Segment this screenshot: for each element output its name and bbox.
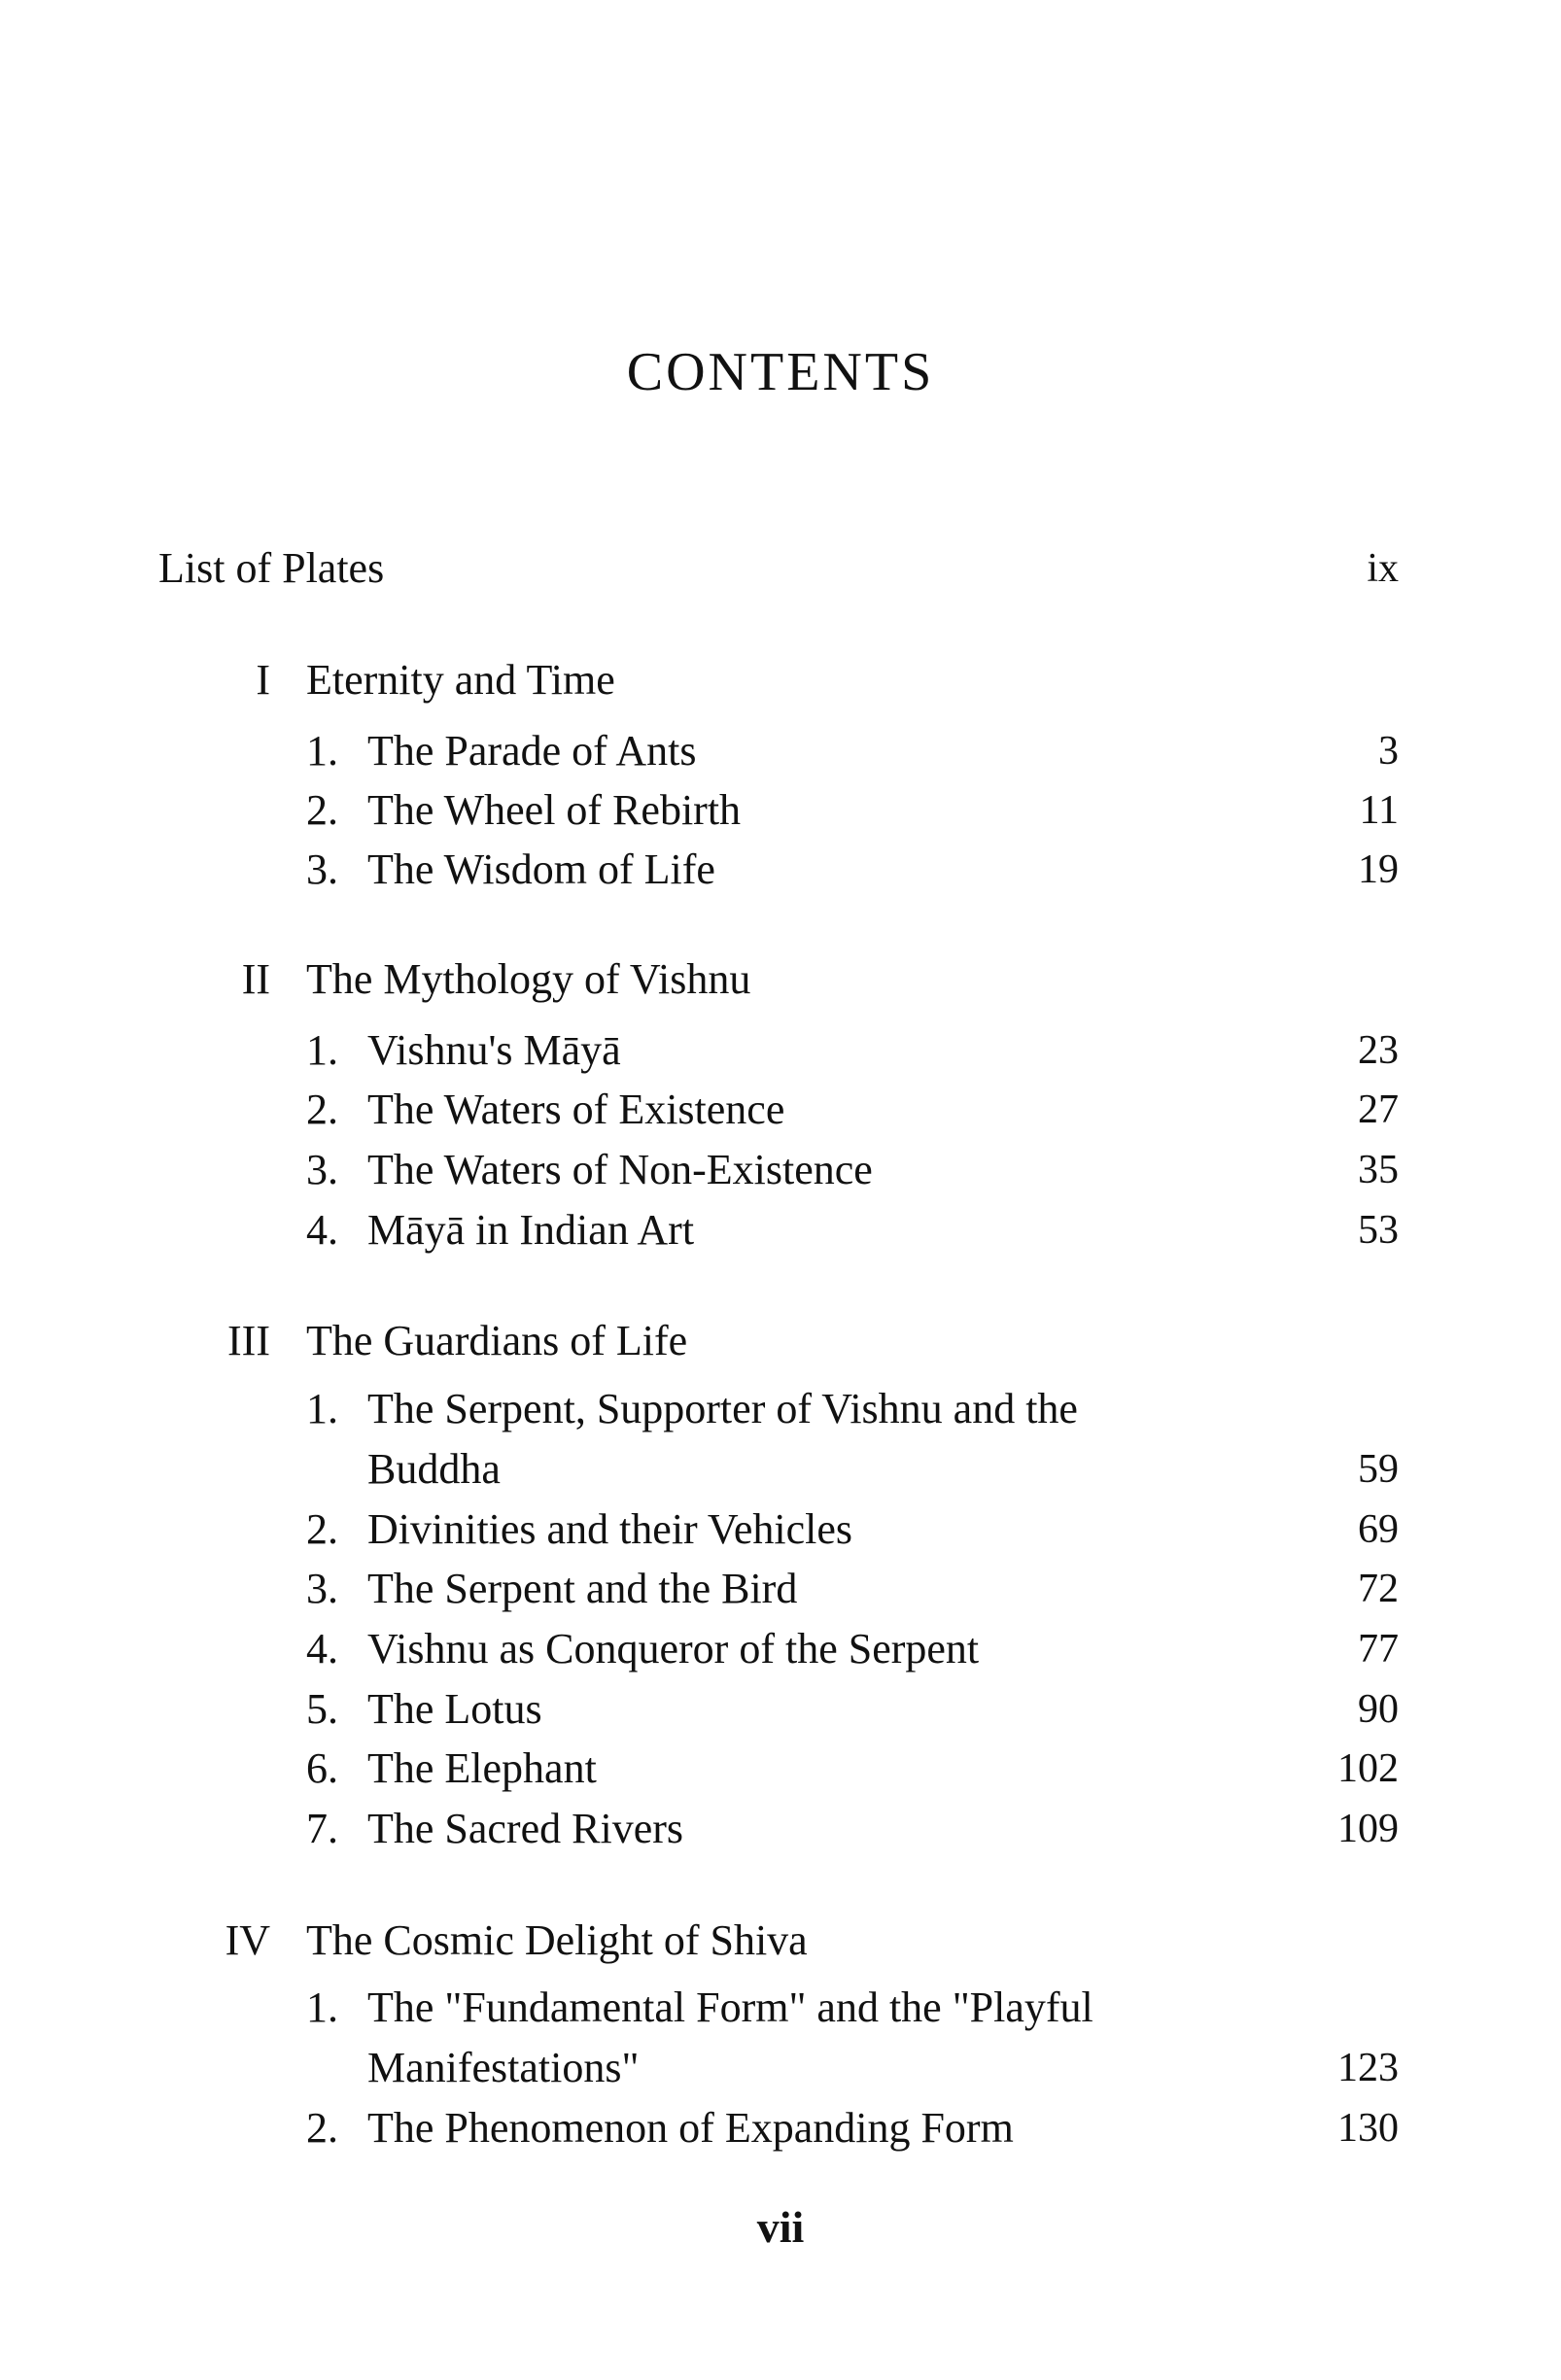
section-number: 5.	[306, 1685, 338, 1733]
section-entry[interactable]	[0, 2099, 1561, 2157]
section-entry[interactable]	[0, 1620, 1561, 1678]
chapter-heading	[0, 1312, 1561, 1370]
section-page-number: 90	[1358, 1687, 1399, 1732]
section-page-number: 59	[1358, 1447, 1399, 1492]
section-page-number: 77	[1358, 1627, 1399, 1672]
section-number: 3.	[306, 845, 338, 893]
section-entry[interactable]	[0, 1680, 1561, 1739]
section-entry[interactable]	[0, 1740, 1561, 1798]
section-number: 2.	[306, 1505, 338, 1553]
section-number: 4.	[306, 1206, 338, 1254]
section-page-number: 130	[1337, 2106, 1399, 2151]
section-number: 3.	[306, 1146, 338, 1193]
chapter-number: III	[227, 1317, 270, 1364]
section-entry[interactable]	[0, 722, 1561, 780]
section-entry[interactable]	[0, 841, 1561, 899]
section-entry-continuation[interactable]	[0, 2039, 1561, 2097]
section-number: 1.	[306, 1026, 338, 1074]
chapter-heading	[0, 651, 1561, 709]
section-number: 6.	[306, 1744, 338, 1792]
chapter-heading	[0, 1912, 1561, 1970]
chapter-number: II	[241, 955, 270, 1003]
page-folio: vii	[756, 2202, 805, 2252]
section-entry[interactable]	[0, 1201, 1561, 1259]
section-title: The Waters of Existence	[367, 1086, 785, 1133]
chapter-title: The Guardians of Life	[306, 1317, 688, 1364]
section-page-number: 72	[1358, 1567, 1399, 1611]
section-title: The Lotus	[367, 1685, 542, 1733]
section-title-continuation: Buddha	[367, 1445, 501, 1493]
entry-title: List of Plates	[158, 544, 385, 592]
section-entry[interactable]	[0, 1081, 1561, 1139]
section-entry[interactable]	[0, 1500, 1561, 1559]
section-page-number: 11	[1359, 788, 1399, 833]
section-title: The Wisdom of Life	[367, 845, 715, 893]
section-title: The "Fundamental Form" and the "Playful	[367, 1983, 1093, 2031]
section-page-number: 53	[1358, 1208, 1399, 1253]
section-number: 3.	[306, 1565, 338, 1612]
section-page-number: 19	[1358, 847, 1399, 892]
section-title: The Waters of Non-Existence	[367, 1146, 873, 1193]
entry-page-number: ix	[1367, 546, 1399, 591]
section-entry-continuation[interactable]	[0, 1440, 1561, 1499]
section-title: Divinities and their Vehicles	[367, 1505, 852, 1553]
section-entry[interactable]	[0, 1560, 1561, 1618]
chapter-title: Eternity and Time	[306, 656, 615, 704]
section-number: 2.	[306, 1086, 338, 1133]
chapter-title: The Cosmic Delight of Shiva	[306, 1916, 808, 1964]
section-page-number: 23	[1358, 1028, 1399, 1073]
section-number: 1.	[306, 727, 338, 775]
section-page-number: 27	[1358, 1087, 1399, 1132]
chapter-number: I	[256, 656, 270, 704]
section-number: 1.	[306, 1385, 338, 1432]
page-title: CONTENTS	[626, 342, 935, 402]
section-title: The Phenomenon of Expanding Form	[367, 2104, 1014, 2152]
section-title: The Serpent, Supporter of Vishnu and the	[367, 1385, 1078, 1432]
section-entry[interactable]	[0, 1800, 1561, 1858]
section-number: 4.	[306, 1625, 338, 1673]
section-entry[interactable]	[0, 1141, 1561, 1199]
section-title: Vishnu's Māyā	[367, 1026, 621, 1074]
section-page-number: 35	[1358, 1148, 1399, 1192]
section-title: The Elephant	[367, 1744, 597, 1792]
section-number: 2.	[306, 786, 338, 834]
chapter-number: IV	[225, 1916, 270, 1964]
chapter-title: The Mythology of Vishnu	[306, 955, 751, 1003]
section-title: The Wheel of Rebirth	[367, 786, 742, 834]
section-number: 2.	[306, 2104, 338, 2152]
section-number: 1.	[306, 1983, 338, 2031]
chapter-heading	[0, 950, 1561, 1009]
section-page-number: 69	[1358, 1507, 1399, 1552]
section-page-number: 123	[1337, 2046, 1399, 2090]
section-title: The Serpent and the Bird	[367, 1565, 798, 1612]
section-page-number: 3	[1378, 729, 1399, 774]
section-entry[interactable]	[0, 1380, 1561, 1438]
section-page-number: 102	[1337, 1746, 1399, 1791]
list-of-plates-entry[interactable]	[0, 539, 1561, 598]
section-title: The Parade of Ants	[367, 727, 697, 775]
section-page-number: 109	[1337, 1807, 1399, 1851]
section-number: 7.	[306, 1805, 338, 1852]
section-entry[interactable]	[0, 1979, 1561, 2037]
section-title: The Sacred Rivers	[367, 1805, 683, 1852]
section-title: Māyā in Indian Art	[367, 1206, 695, 1254]
section-entry[interactable]	[0, 1021, 1561, 1080]
section-title: Vishnu as Conqueror of the Serpent	[367, 1625, 980, 1673]
section-entry[interactable]	[0, 781, 1561, 840]
section-title-continuation: Manifestations"	[367, 2044, 640, 2091]
